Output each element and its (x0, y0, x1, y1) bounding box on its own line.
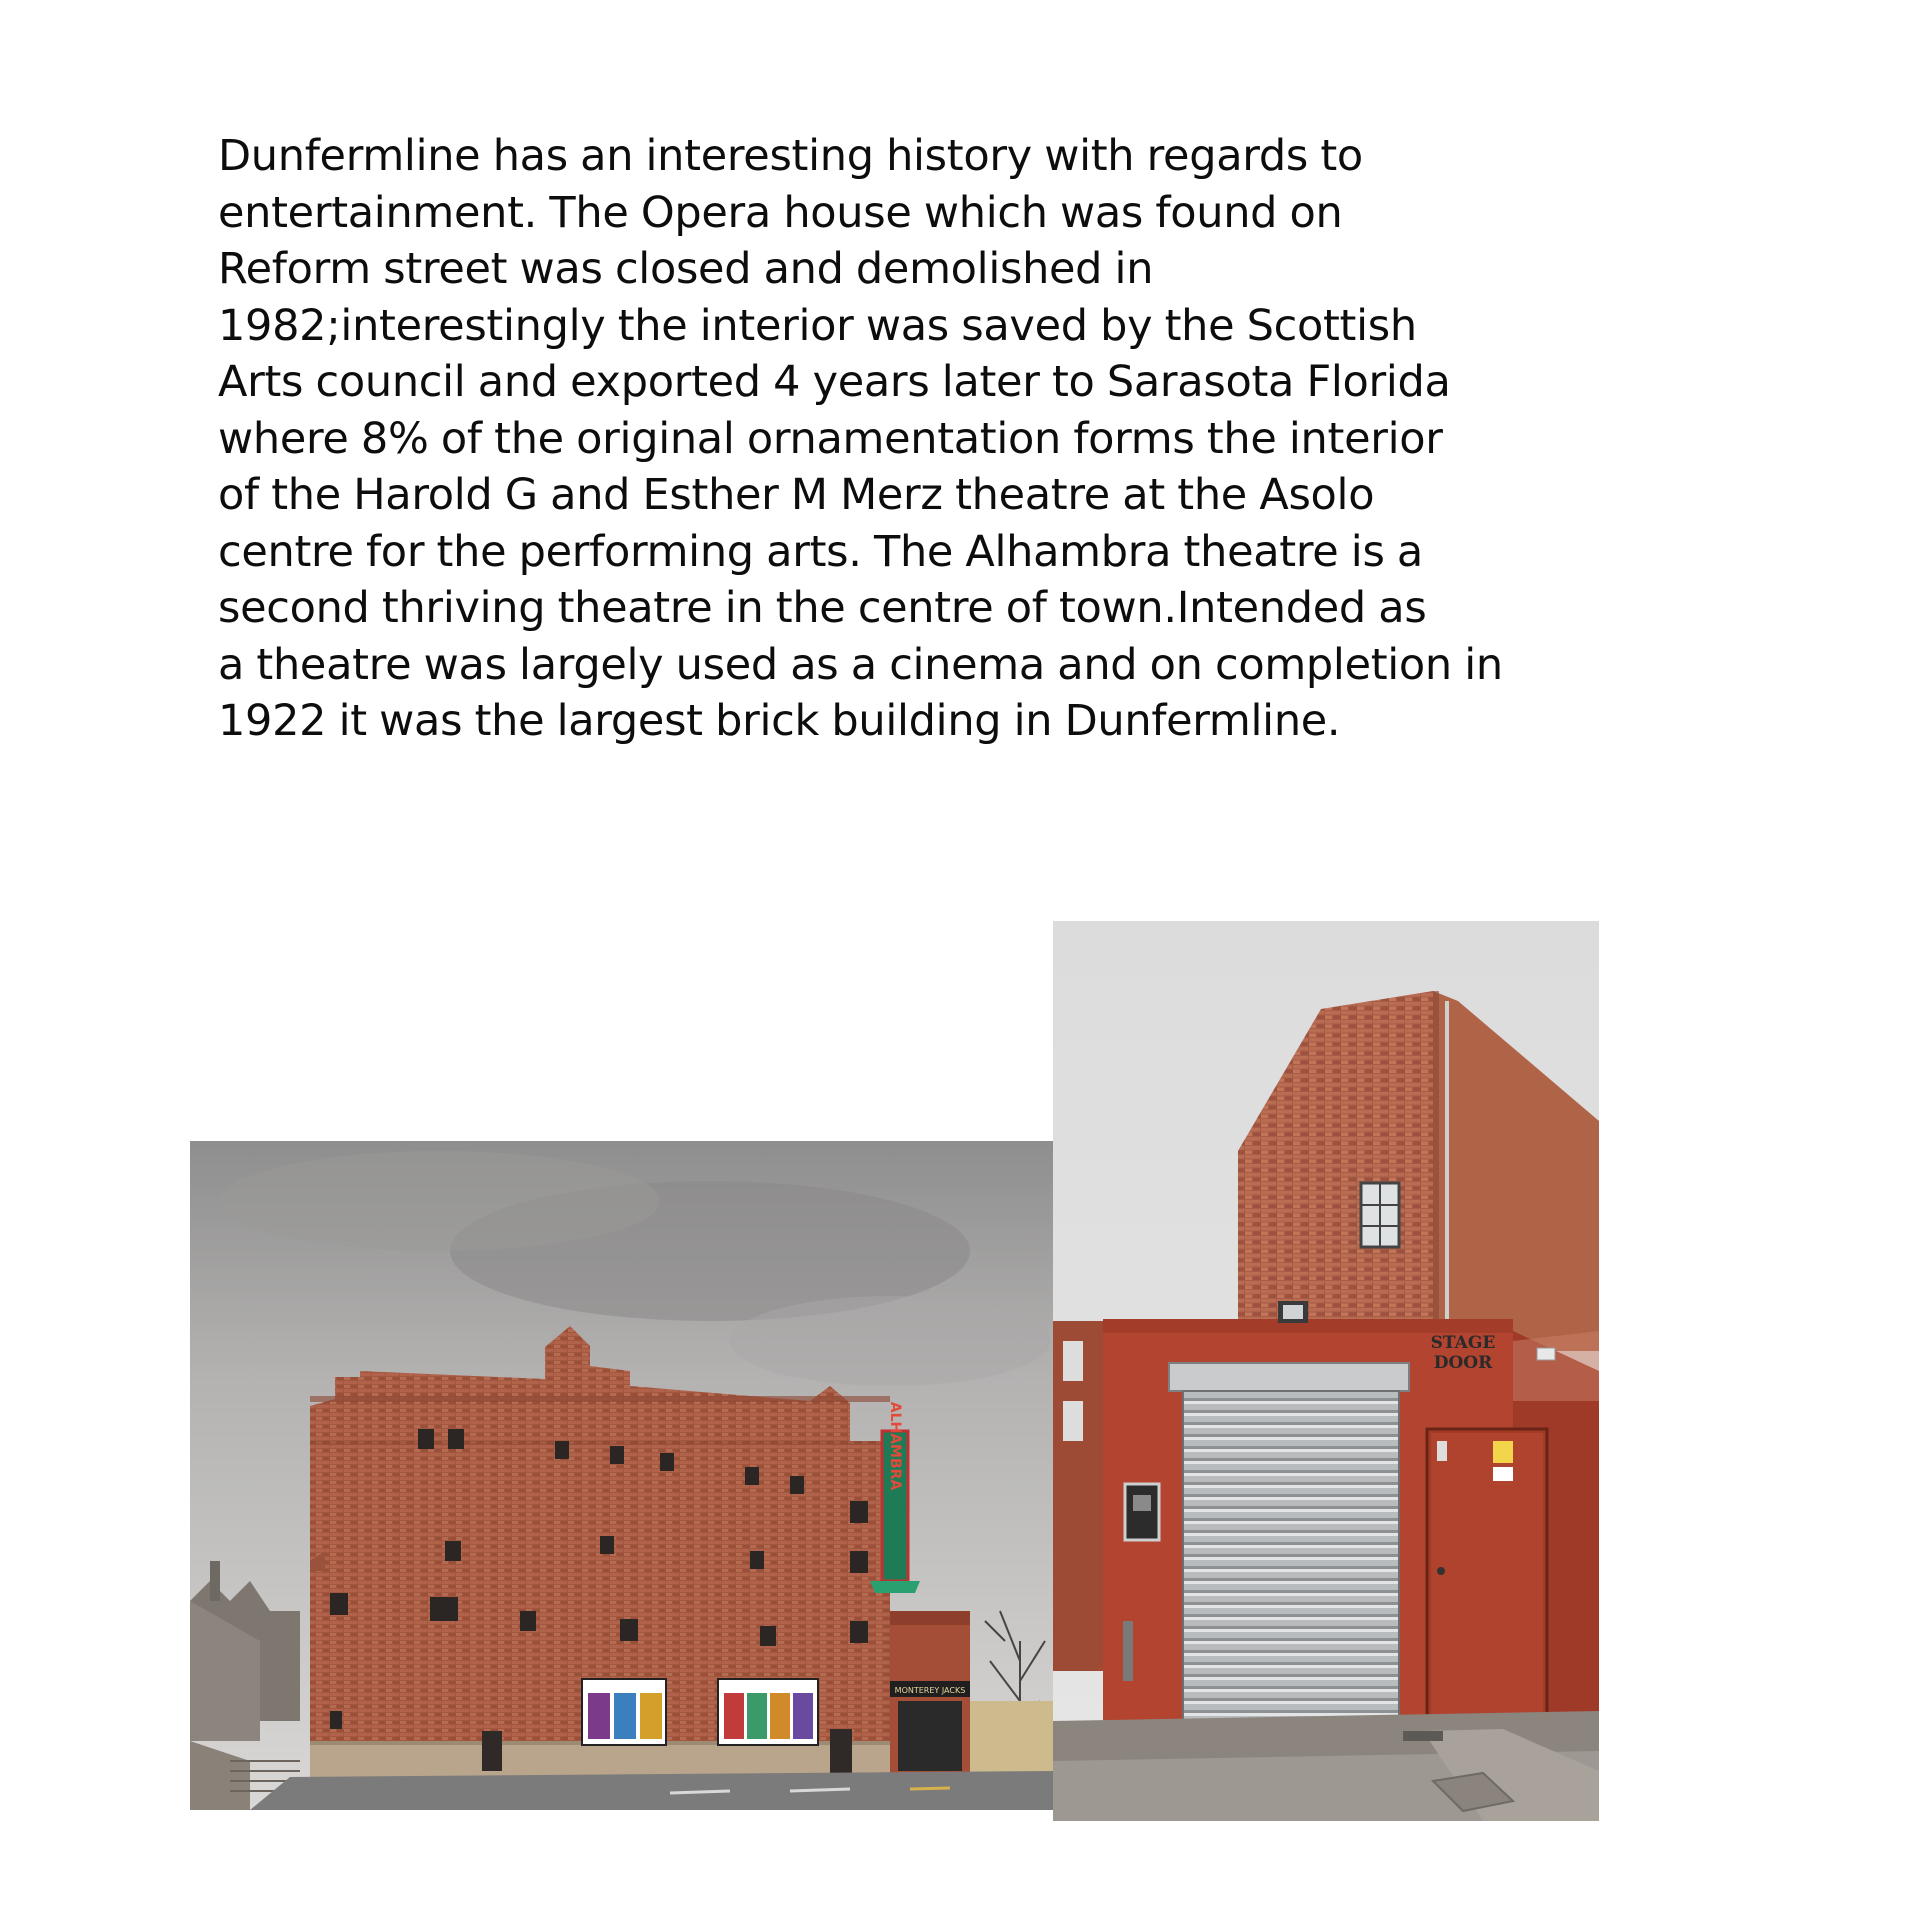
alhambra-sign: ALHAMBRA (887, 1401, 903, 1491)
monterey-jacks-sign: MONTEREY JACKS (894, 1686, 966, 1695)
stage-door-illustration (1053, 921, 1599, 1821)
alhambra-theatre-illustration (190, 1141, 1053, 1810)
stage-sign-line1: STAGE (1430, 1333, 1496, 1353)
stage-door-photo (1053, 921, 1599, 1821)
stage-sign-line2: DOOR (1433, 1353, 1493, 1373)
alhambra-theatre-photo (190, 1141, 1053, 1810)
body-paragraph: Dunfermline has an interesting history with regards to entertainment. The Opera house which was found on Reform street was closed and demolished in 1982;interestingly the interior was saved by the Scottish Arts council and exported 4 years later to Sarasota Florida where 8% of the original ornamentation forms the interior of the Harold G and Esther M Merz theatre at the Asolo centre for the performing arts. The Alhambra theatre is a second thriving theatre in the centre of town.Intended as a theatre was largely used as a cinema and on completion in 1922 it was the largest brick building in Dunfermline. (218, 131, 1503, 746)
